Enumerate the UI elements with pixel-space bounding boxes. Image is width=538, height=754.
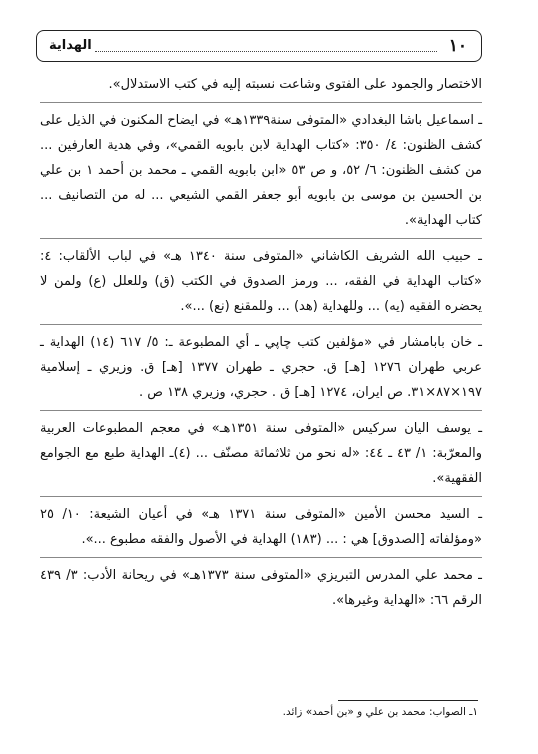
body-text <box>40 72 482 613</box>
page-header <box>36 30 482 62</box>
footnote-rule <box>338 700 478 701</box>
footnote: ١ـ الصواب: محمد بن علي و «بن أحمد» زائد. <box>282 706 478 718</box>
paragraph: ـ حبيب الله الشريف الكاشاني «المتوفى سنة ١٣٤٠ هـ» في لباب الألقاب: ٤: «كتاب الهداية في الفقه، ... ورمز الصدوق في الكتب (ق) وللعلل (ع) ولمن لا يحضره الفقيه (يه) ... وللهداية (هد) ... وللمقنع (نع) ...». <box>40 249 482 314</box>
page-number: ١٠ <box>448 36 467 56</box>
paragraph: الاختصار والجمود على الفتوى وشاعت نسبته إليه في كتب الاستدلال». <box>108 77 482 92</box>
header-dotted-rule <box>95 51 437 52</box>
paragraph-divider <box>40 410 482 412</box>
paragraph-divider <box>40 102 482 104</box>
paragraph: ـ السيد محسن الأمين «المتوفى سنة ١٣٧١ هـ» في أعيان الشيعة: ١٠/ ٢٥ «ومؤلفاته [الصدوق] هي : ... (١٨٣) الهداية في الأصول والفقه مطبوع ...». <box>40 507 483 547</box>
running-title: الهداية <box>49 38 92 53</box>
paragraph: ـ محمد علي المدرس التبريزي «المتوفى سنة ١٣٧٣هـ» في ريحانة الأدب: ٣/ ٤٣٩ الرقم ٦٦: «الهداية وغيرها». <box>40 568 482 608</box>
paragraph-divider <box>40 557 482 559</box>
paragraph: ـ اسماعيل باشا البغدادي «المتوفى سنة١٣٣٩هـ» في ايضاح المكنون في الذيل على كشف الظنون: ٤/ ٣٥٠: «كتاب الهداية لابن بابويه القمي»، وفي هدية العارفين ... من كشف الظنون: ٦/ ٥٢، و ص ٥٣ «ابن بابويه القمي ـ محمد بن أحمد ١ بن علي بن الحسين بن موسى بن بابويه أبو جعفر القمي الشيعي ... له من التصانيف ... كتاب الهداية». <box>40 113 483 228</box>
paragraph-divider <box>40 496 482 498</box>
paragraph: ـ خان بابامشار في «مؤلفين كتب چاپي ـ أي المطبوعة ـ: ٥/ ٦١٧ (١٤) الهداية ـ عربي طهران ١٢٧٦ [هـ] ق. حجري ـ طهران ١٣٧٧ [هـ] ق. وزيري ـ إسلامية ١٩٧×٨٧×٣١. ص ايران، ١٢٧٤ [هـ] ق . حجري، وزيري ١٣٨ ص . <box>40 335 482 400</box>
paragraph-divider <box>40 324 482 326</box>
paragraph: ـ يوسف اليان سركيس «المتوفى سنة ١٣٥١هـ» في معجم المطبوعات العربية والمعرّبة: ١/ ٤٣ ـ ٤٤: «له نحو من ثلاثمائة مصنّف ... (٤)ـ الهداية طبع مع الجوامع الفقهية». <box>40 421 483 486</box>
paragraph-divider <box>40 238 482 240</box>
